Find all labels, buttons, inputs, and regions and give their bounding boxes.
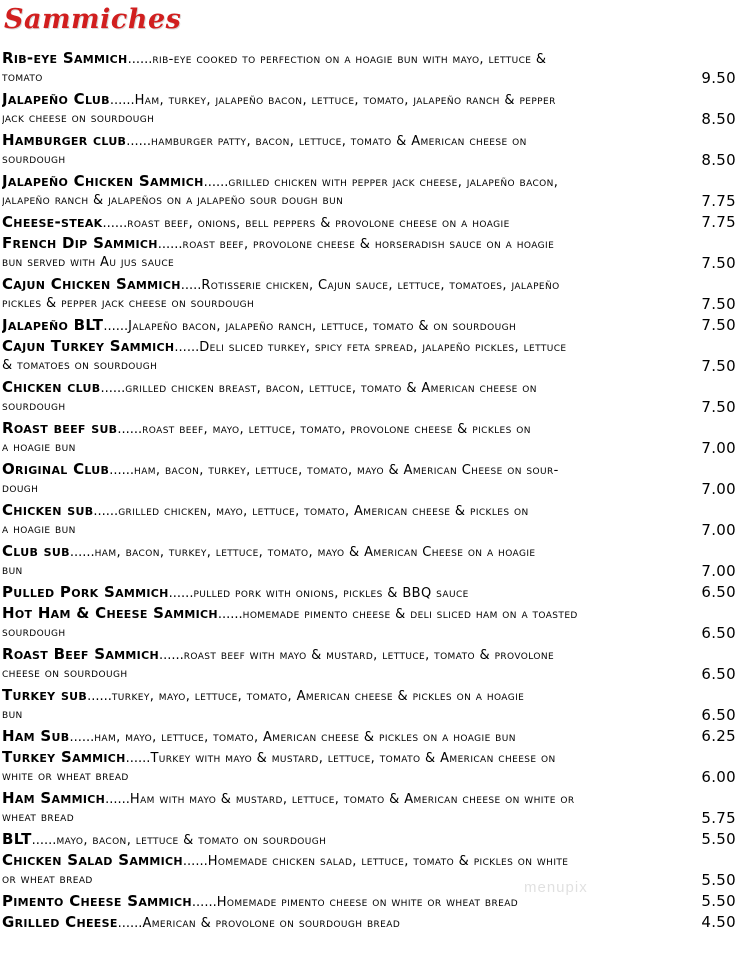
menu-item-name: Roast beef sub [2, 419, 118, 437]
menu-item [2, 725, 736, 746]
menu-item [2, 828, 736, 849]
menu-item-line [2, 417, 736, 438]
menu-item-line [2, 129, 736, 150]
menu-item-description: roast beef, onions, bell peppers & provolone cheese on a hoagie [127, 216, 510, 231]
menu-item-name: Ham Sammich [2, 789, 106, 807]
menu-item-line [2, 232, 736, 253]
menu-item-price: 5.75 [695, 808, 736, 828]
menu-item [2, 335, 736, 376]
menu-item-description: roast beef, mayo, lettuce, tomato, provolone cheese & pickles on [142, 422, 531, 437]
menu-item-description-continued: a hoagie bun [2, 522, 76, 537]
menu-item-description: rib-eye cooked to perfection on a hoagie bun with mayo, lettuce & [152, 52, 547, 67]
menu-item-description-continued: wheat bread [2, 810, 75, 825]
menu-item [2, 170, 736, 211]
menu-item [2, 602, 736, 643]
menu-item-description: turkey, mayo, lettuce, tomato, American cheese & pickles on a hoagie [111, 689, 525, 704]
menu-item-price: 6.50 [695, 705, 736, 725]
menu-item-description-continued: bun served with Au jus sauce [2, 255, 175, 270]
menu-item-description: homemade pimento cheese & deli sliced ham on a toasted [242, 607, 578, 622]
menu-item-name: Pulled Pork Sammich [2, 583, 169, 601]
menu-item-description: grilled chicken, mayo, lettuce, tomato, American cheese & pickles on [118, 504, 529, 519]
menu-item-price: 6.50 [695, 664, 736, 684]
menu-item-line [2, 787, 736, 808]
menu-item-line [2, 458, 736, 479]
menu-item-name: Hamburger club [2, 131, 127, 149]
menu-item-name: Jalapeño BLT [2, 316, 104, 334]
menu-item-name: Grilled Cheese [2, 913, 118, 931]
menu-list [2, 47, 736, 932]
menu-item-separator: ..... [180, 278, 202, 293]
menu-item-description-continued: a hoagie bun [2, 440, 76, 455]
menu-item-description: ham, bacon, turkey, lettuce, tomato, mayo & American Cheese on sour- [134, 463, 559, 478]
menu-item-description-continued: dough [2, 481, 39, 496]
menu-item-separator: ...... [182, 854, 208, 869]
menu-item-price: 4.50 [695, 912, 736, 932]
menu-section-title: Sammiches [4, 4, 182, 35]
menu-item-line [2, 47, 736, 68]
menu-item-line [2, 499, 736, 520]
menu-item [2, 129, 736, 170]
menu-item [2, 273, 736, 314]
menu-item-description-continued: bun [2, 563, 23, 578]
menu-item [2, 88, 736, 129]
menu-item [2, 643, 736, 684]
menu-item-description-continued: jalapeño ranch & jalapeños on a jalapeño sour dough bun [2, 193, 344, 208]
menu-item-description: grilled chicken breast, bacon, lettuce, tomato & American cheese on [125, 381, 537, 396]
menu-item-price: 5.50 [695, 829, 736, 849]
menu-item-description-continued: sourdough [2, 399, 66, 414]
menu-item [2, 911, 736, 932]
menu-item-separator: ...... [109, 463, 135, 478]
menu-item-description-continued: cheese on sourdough [2, 666, 128, 681]
watermark: menupix [524, 879, 588, 896]
menu-item-name: Turkey sub [2, 686, 88, 704]
menu-item-price: 7.50 [695, 253, 736, 273]
menu-item-name: Original Club [2, 460, 110, 478]
menu-item-line [2, 88, 736, 109]
menu-item-description-continued: sourdough [2, 625, 66, 640]
menu-item-separator: ...... [117, 916, 143, 931]
menu-item-price: 6.50 [695, 623, 736, 643]
menu-item [2, 746, 736, 787]
menu-item-line [2, 643, 736, 664]
menu-item-name: Roast Beef Sammich [2, 645, 159, 663]
menu-item-price: 7.75 [695, 212, 736, 232]
menu-item-price: 8.50 [695, 109, 736, 129]
menu-item-separator: ...... [157, 237, 183, 252]
menu-item-name: Cajun Chicken Sammich [2, 275, 181, 293]
menu-item-separator: ...... [102, 216, 128, 231]
menu-item [2, 581, 736, 602]
menu-item [2, 47, 736, 88]
menu-item-separator: ...... [168, 586, 194, 601]
menu-item-description-continued: & tomatoes on sourdough [2, 358, 158, 373]
menu-item-line [2, 849, 736, 870]
menu-item-line [2, 335, 736, 356]
menu-item-price: 7.50 [695, 294, 736, 314]
menu-item-price: 7.50 [695, 397, 736, 417]
menu-item [2, 787, 736, 828]
menu-item-separator: ...... [100, 381, 126, 396]
menu-item-name: Chicken sub [2, 501, 94, 519]
menu-item-description-continued: pickles & pepper jack cheese on sourdough [2, 296, 255, 311]
menu-item-name: Ham Sub [2, 727, 70, 745]
menu-item-description-continued: tomato [2, 70, 43, 85]
menu-item-separator: ...... [103, 319, 129, 334]
menu-item-line [2, 170, 736, 191]
menu-item-name: Turkey Sammich [2, 748, 126, 766]
menu-item-description-continued: sourdough [2, 152, 66, 167]
menu-item [2, 684, 736, 725]
menu-item [2, 314, 736, 335]
menu-item-name: BLT [2, 830, 32, 848]
menu-item-description: Ham, turkey, jalapeño bacon, lettuce, tomato, jalapeño ranch & pepper [134, 93, 556, 108]
menu-item-price: 9.50 [695, 68, 736, 88]
menu-item-line [2, 828, 736, 849]
menu-item-separator: ...... [31, 833, 57, 848]
menu-item-description-continued: bun [2, 707, 23, 722]
menu-item-price: 6.25 [695, 726, 736, 746]
menu-item-description-continued: or wheat bread [2, 872, 93, 887]
menu-item-line [2, 684, 736, 705]
menu-item [2, 376, 736, 417]
menu-item-line [2, 602, 736, 623]
menu-item-separator: ...... [105, 792, 130, 807]
menu-item-name: French Dip Sammich [2, 234, 158, 252]
menu-item [2, 417, 736, 458]
menu-item-separator: ...... [125, 751, 151, 766]
menu-item-name: Chicken Salad Sammich [2, 851, 183, 869]
menu-item-price: 7.00 [695, 438, 736, 458]
menu-item [2, 499, 736, 540]
menu-item-description: Turkey with mayo & mustard, lettuce, tomato & American cheese on [150, 751, 556, 766]
menu-item-line [2, 911, 736, 932]
menu-item [2, 232, 736, 273]
menu-item-description: ham, bacon, turkey, lettuce, tomato, mayo & American Cheese on a hoagie [94, 545, 536, 560]
menu-item-description: Jalapeño bacon, jalapeño ranch, lettuce, tomato & on sourdough [128, 319, 517, 334]
menu-item-separator: ...... [126, 134, 152, 149]
menu-item-description: roast beef with mayo & mustard, lettuce, tomato & provolone [183, 648, 555, 663]
menu-item-price: 5.50 [695, 870, 736, 890]
menu-item [2, 458, 736, 499]
menu-item-description: mayo, bacon, lettuce & tomato on sourdough [56, 833, 327, 848]
menu-item-description: hamburger patty, bacon, lettuce, tomato & American cheese on [151, 134, 527, 149]
menu-item-name: Chicken club [2, 378, 101, 396]
menu-item-separator: ...... [109, 93, 135, 108]
menu-item-price: 7.00 [695, 479, 736, 499]
menu-item-price: 7.00 [695, 561, 736, 581]
menu-item [2, 890, 736, 911]
menu-item-separator: ...... [217, 607, 243, 622]
menu-item-line [2, 725, 736, 746]
menu-item-line [2, 376, 736, 397]
menu-item-separator: ...... [93, 504, 119, 519]
menu-item [2, 540, 736, 581]
menu-item-description: Ham with mayo & mustard, lettuce, tomato & American cheese on white or [129, 792, 575, 807]
menu-item-description: Homemade pimento cheese on white or wheat bread [216, 895, 519, 910]
menu-item-price: 7.50 [695, 315, 736, 335]
menu-item-description: American & provolone on sourdough bread [142, 916, 401, 931]
menu-item-description: Homemade chicken salad, lettuce, tomato & pickles on white [207, 854, 569, 869]
menu-item-name: Cajun Turkey Sammich [2, 337, 175, 355]
menu-item-line [2, 211, 736, 232]
menu-item-name: Club sub [2, 542, 70, 560]
menu-item [2, 211, 736, 232]
menu-item-line [2, 540, 736, 561]
menu-item-line [2, 746, 736, 767]
menu-item-price: 8.50 [695, 150, 736, 170]
menu-item-separator: ...... [158, 648, 184, 663]
menu-item-line [2, 890, 736, 911]
menu-item-description-continued: white or wheat bread [2, 769, 129, 784]
menu-item-description-continued: jack cheese on sourdough [2, 111, 155, 126]
menu-item-price: 7.75 [695, 191, 736, 211]
menu-item-line [2, 581, 736, 602]
menu-item-name: Jalapeño Club [2, 90, 110, 108]
menu-item-price: 7.00 [695, 520, 736, 540]
menu-item-separator: ...... [127, 52, 153, 67]
menu-item-separator: ...... [191, 895, 217, 910]
menu-item-description: roast beef, provolone cheese & horseradish sauce on a hoagie [182, 237, 555, 252]
menu-item-name: Jalapeño Chicken Sammich [2, 172, 204, 190]
menu-item-description: pulled pork with onions, pickles & BBQ sauce [193, 586, 469, 601]
menu-item-line [2, 314, 736, 335]
menu-item-separator: ...... [69, 545, 95, 560]
menu-item [2, 849, 736, 890]
menu-item-price: 5.50 [695, 891, 736, 911]
menu-item-separator: ...... [117, 422, 143, 437]
menu-item-price: 7.50 [695, 356, 736, 376]
menu-item-description: Deli sliced turkey, spicy feta spread, jalapeño pickles, lettuce [199, 340, 567, 355]
menu-item-line [2, 273, 736, 294]
menu-item-separator: ...... [87, 689, 112, 704]
menu-item-separator: ...... [174, 340, 200, 355]
menu-item-price: 6.00 [695, 767, 736, 787]
menu-item-separator: ...... [203, 175, 229, 190]
menu-item-description: grilled chicken with pepper jack cheese, jalapeño bacon, [228, 175, 559, 190]
menu-item-description: ham, mayo, lettuce, tomato, American cheese & pickles on a hoagie bun [94, 730, 516, 745]
menu-item-name: Rib-eye Sammich [2, 49, 128, 67]
menu-item-price: 6.50 [695, 582, 736, 602]
menu-item-name: Hot Ham & Cheese Sammich [2, 604, 218, 622]
menu-item-name: Pimento Cheese Sammich [2, 892, 192, 910]
menu-item-separator: ...... [69, 730, 95, 745]
menu-item-name: Cheese-steak [2, 213, 103, 231]
menu-item-description: Rotisserie chicken, Cajun sauce, lettuce, tomatoes, jalapeño [201, 278, 560, 293]
